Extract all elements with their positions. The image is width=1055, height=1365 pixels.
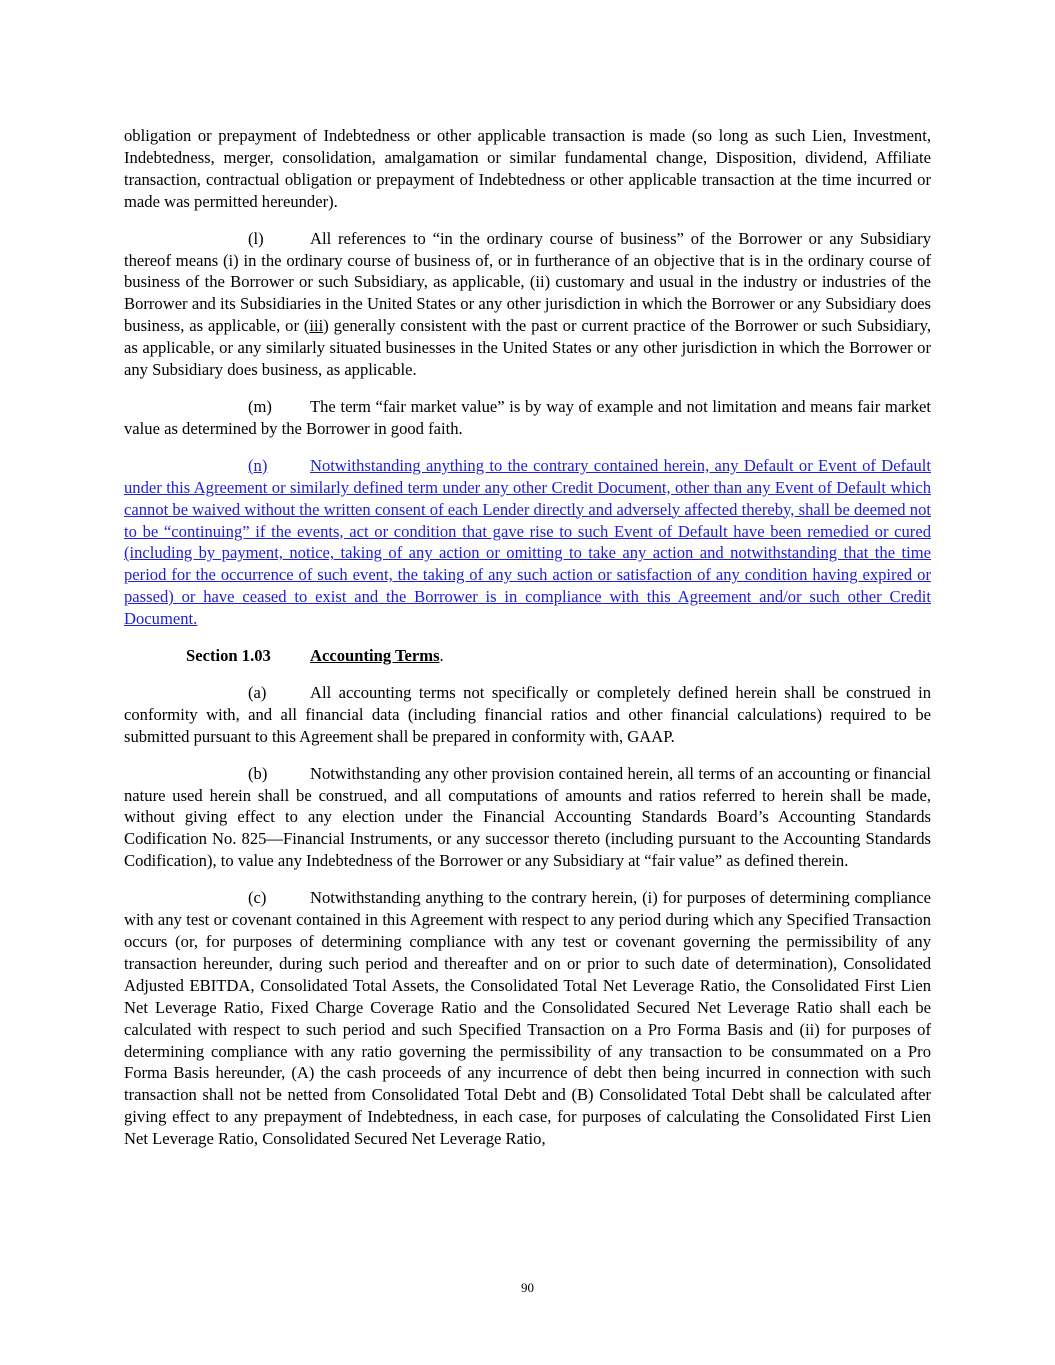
paragraph-c — [124, 887, 931, 1150]
paragraph-b-text: Notwithstanding any other provision contained herein, all terms of an accounting or financial nature used herein shall be construed, and all computations of amounts and ratios referred to herein shall be made, without giving effect to any election under the Financial Accounting Standards Board’s Accounting Standards Codification No. 825—Financial Instruments, or any successor thereto (including pursuant to the Accounting Standards Codification), to value any Indebtedness of the Borrower or any Subsidiary at “fair value” as defined therein. — [124, 763, 931, 871]
paragraph-m-text: The term “fair market value” is by way of example and not limitation and means fair market value as determined by the Borrower in good faith. — [124, 396, 931, 438]
paragraph-a-text: All accounting terms not specifically or completely defined herein shall be construed in conformity with, and all financial data (including financial ratios and other financial calculations) required to be submitted pursuant to this Agreement shall be prepared in conformity with, GAAP. — [124, 682, 931, 746]
paragraph-l-underlined-numeral: iii — [309, 316, 324, 336]
paragraph-l — [124, 228, 931, 381]
paragraph-b — [124, 763, 931, 873]
paragraph-a — [124, 682, 931, 748]
paragraph-n-text: Notwithstanding anything to the contrary contained herein, any Default or Event of Default under this Agreement or similarly defined term under any other Credit Document, other than any Event of Default which cannot be waived without the written consent of each Lender directly and adversely affected thereby, shall be deemed not to be “continuing” if the events, act or condition that gave rise to such Event of Default have been remedied or cured (including by payment, notice, taking of any action or omitting to take any action and notwithstanding that the time period for the occurrence of such event, the taking of any such action or satisfaction of any condition having expired or passed) or have ceased to exist and the Borrower is in compliance with this Agreement and/or such other Credit Document. — [124, 455, 931, 629]
paragraph-c-label: (c) — [248, 888, 267, 908]
page-number: 90 — [521, 1280, 534, 1295]
paragraph-c-text: Notwithstanding anything to the contrary herein, (i) for purposes of determining compliance with any test or covenant contained in this Agreement with respect to any period during which any Specified Transaction occurs (or, for purposes of determining compliance with any test or covenant governing the permissibility of any transaction hereunder, during such period and thereafter and on or prior to such date of determination), Consolidated Adjusted EBITDA, Consolidated Total Assets, the Consolidated Total Net Leverage Ratio, the Consolidated First Lien Net Leverage Ratio, Fixed Charge Coverage Ratio and the Consolidated Secured Net Leverage Ratio shall each be calculated with respect to such period and such Specified Transaction on a Pro Forma Basis and (ii) for purposes of determining compliance with any ratio governing the permissibility of any transaction to be consummated on a Pro Forma Basis hereunder, (A) the cash proceeds of any incurrence of debt then being incurred in connection with such transaction shall not be netted from Consolidated Total Debt and (B) Consolidated Total Debt shall be calculated after giving effect to any prepayment of Indebtedness, in each case, for purposes of calculating the Consolidated First Lien Net Leverage Ratio, Consolidated Secured Net Leverage Ratio, — [124, 888, 931, 1149]
paragraph-b-label: (b) — [248, 763, 268, 783]
paragraph-m — [124, 396, 931, 440]
paragraph-n-label: (n) — [248, 455, 268, 475]
paragraph-continuation: obligation or prepayment of Indebtedness or other applicable transaction is made (so long as such Lien, Investment, Indebtedness, merger, consolidation, amalgamation or similar fundamental change, Disposition, dividend, Affiliate transaction, contractual obligation or prepayment of Indebtedness or other applicable transaction at the time incurred or made was permitted hereunder). — [124, 126, 931, 211]
section-heading — [124, 645, 931, 667]
paragraph-l-text-after: ) generally consistent with the past or current practice of the Borrower or such Subsidiary, as applicable, or any similarly situated businesses in the United States or any other jurisdiction in which the Borrower or any Subsidiary does business, as applicable. — [124, 316, 932, 380]
section-number: Section 1.03 — [186, 646, 271, 666]
paragraph-a-label: (a) — [248, 682, 267, 702]
section-title: Accounting Terms — [310, 646, 440, 666]
paragraph-m-label: (m) — [248, 396, 272, 416]
paragraph-l-text-before: All references to “in the ordinary course of business” of the Borrower or any Subsidiary thereof means (i) in the ordinary course of business of, or in furtherance of an objective that is in the ordinary course of business of the Borrower or such Subsidiary, as applicable, (ii) customary and usual in the industry or industries of the Borrower and its Subsidiaries in the United States or any other jurisdiction in which the Borrower or any Subsidiary does business, as applicable, or ( — [124, 228, 931, 336]
section-title-period: . — [439, 646, 444, 666]
paragraph-n-inserted — [124, 455, 931, 630]
paragraph-l-label: (l) — [248, 228, 264, 248]
document-page — [124, 125, 931, 1165]
